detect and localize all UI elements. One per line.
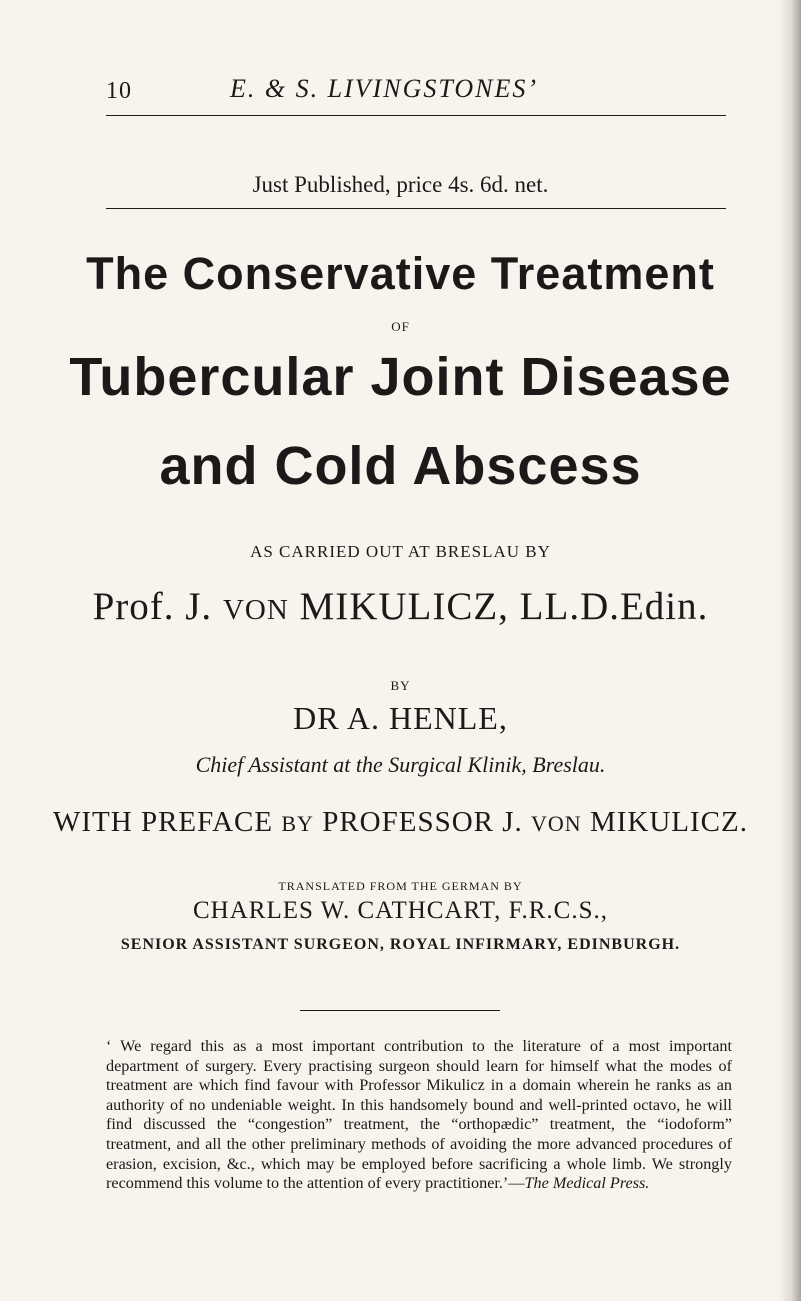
carried-out-line: AS CARRIED OUT AT BRESLAU BY bbox=[250, 542, 551, 561]
translated-from: TRANSLATED FROM THE GERMAN BY bbox=[278, 879, 523, 893]
announcement-rule bbox=[106, 208, 726, 209]
book-title-line3: and Cold Abscess bbox=[159, 436, 642, 496]
preface-professor: PROFESSOR J. bbox=[322, 806, 523, 838]
section-rule bbox=[300, 1010, 500, 1011]
announcement: Just Published, price 4s. 6d. net. bbox=[252, 172, 549, 197]
header-rule bbox=[106, 115, 726, 116]
preface-by: BY bbox=[281, 811, 314, 836]
preface-line bbox=[0, 806, 801, 839]
translator-name: CHARLES W. CATHCART, F.R.C.S., bbox=[192, 897, 608, 924]
review-quote bbox=[106, 1037, 732, 1194]
author1-prefix: Prof. J. bbox=[92, 585, 213, 628]
review-source: The Medical Press. bbox=[524, 1174, 650, 1193]
preface-von: VON bbox=[531, 811, 582, 836]
author1-name: MIKULICZ, LL.D.Edin. bbox=[299, 585, 709, 628]
review-text: ‘ We regard this as a most important contribution to the literature of a most important department of surgery. Every practising surgeon should learn for himself what the modes of treatment are which find favour with Professor Mikulicz in a domain wherein he ranks as an authority of no undeniable weight. In this handsomely bound and well-printed octavo, he will find discussed the “congestion” treatment, the “orthopædic” treatment, the “iodoform” treatment, and all the other preliminary methods of avoiding the more advanced procedures of erasion, excision, &c., which may be employed before sacrificing a whole limb. We strongly recommend this volume to the attention of every practitioner.’— bbox=[106, 1037, 732, 1193]
book-title-of: OF bbox=[391, 319, 410, 334]
book-title-line2: Tubercular Joint Disease bbox=[69, 347, 732, 407]
page-number: 10 bbox=[106, 78, 132, 104]
secondary-author: DR A. HENLE, bbox=[293, 700, 508, 736]
running-title: E. & S. LIVINGSTONES’ bbox=[230, 74, 539, 103]
translator-title: SENIOR ASSISTANT SURGEON, ROYAL INFIRMARY, EDINBURGH. bbox=[120, 936, 681, 953]
by-line: BY bbox=[390, 678, 411, 693]
secondary-author-title: Chief Assistant at the Surgical Klinik, Breslau. bbox=[195, 752, 606, 777]
author1-von: VON bbox=[222, 594, 289, 626]
preface-with: WITH bbox=[53, 806, 133, 838]
preface-name: MIKULICZ. bbox=[589, 806, 748, 838]
book-title-line1: The Conservative Treatment bbox=[86, 248, 715, 299]
preface-word: PREFACE bbox=[140, 806, 274, 838]
primary-author bbox=[0, 584, 801, 629]
